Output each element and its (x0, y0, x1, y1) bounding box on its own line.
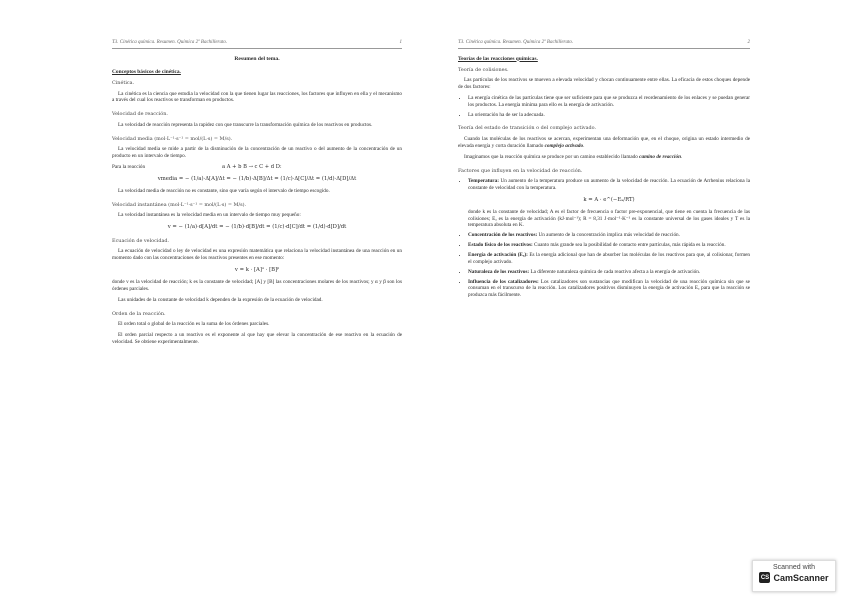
paragraph-transicion-1: Cuando las moléculas de los reactivos se acercan, experimentan una deformación que, en el choque, origina un estado intermedio de elevada energía y corta duración llamado complejo activado. (458, 135, 750, 149)
factor-text: Un aumento de la temperatura produce un aumento de la velocidad de reacción. La ecuación de Arrhenius relaciona la constante de velocidad con la temperatura. (468, 178, 751, 191)
list-item-naturaleza (468, 269, 750, 276)
heading-velocidad-instantanea: Velocidad instantánea (mol·L⁻¹·s⁻¹ = mol/(L·s) = M/s). (112, 201, 247, 208)
paragraph-transicion-2: Imaginamos que la reacción química se produce por un camino establecido llamado camino de reacción. (464, 153, 683, 160)
list-item-estado-fisico (468, 242, 750, 249)
heading-orden: Orden de la reacción. (112, 310, 166, 317)
list-item-energia-activacion (468, 252, 750, 266)
scanned-with-text: Scanned with (772, 564, 816, 571)
paragraph-colisiones: Las partículas de los reactivos se mueven a elevada velocidad y chocan continuamente entre ellas. La eficacia de estos choques depende de dos factores: (458, 77, 750, 91)
running-header (112, 40, 402, 49)
camscanner-badge (752, 560, 836, 592)
factor-label: Estado físico de los reactivos: (468, 242, 533, 249)
paragraph-cinetica: La cinética es la ciencia que estudia la velocidad con la que tienen lugar las reacciones, los factores que influyen en ella y el mecanismo a través del cual los reactivos se transforman en productos. (112, 90, 402, 104)
paragraph-ecuacion: La ecuación de velocidad o ley de velocidad es una expresión matemática que relaciona la velocidad instantánea de una reacción en un momento dado con las concentraciones de los reactivos presentes en ese momento: (112, 248, 402, 262)
running-header (458, 40, 750, 49)
paragraph-ecuacion-units: Las unidades de la constante de velocidad k dependen de la expresión de la ecuación de velocidad. (118, 296, 323, 303)
factor-text: Un aumento de la concentración implica más velocidad de reacción. (538, 232, 680, 239)
list-item-temperatura (468, 178, 750, 229)
text-run: Imaginamos que la reacción química se produce por un camino establecido llamado (464, 153, 640, 160)
camscanner-logo-icon: CS (759, 572, 770, 583)
paragraph-velocidad-instantanea: La velocidad instantánea es la velocidad media en un intervalo de tiempo muy pequeño: (118, 211, 301, 218)
page-number: 1 (399, 40, 402, 45)
factor-label: Influencia de los catalizadores: (468, 278, 539, 285)
paragraph-media-note: La velocidad media de reacción no es constante, sino que varía según el intervalo de tiempo escogido. (118, 187, 330, 194)
text-run: Cuando las moléculas de los reactivos se acercan, experimentan una deformación que, en el choque, origina un estado intermedio de elevada energía y corta duración llamado (458, 135, 750, 149)
list-colisiones (458, 95, 750, 119)
heading-colisiones: Teoría de colisiones. (458, 66, 509, 73)
factor-text: La diferente naturaleza química de cada reactivo afecta a la energía de activación. (530, 268, 701, 275)
factor-text: Es la energía adicional que han de absorber las moléculas de los reactivos para que, al colisionar, formen el complejo activado. (468, 252, 750, 265)
list-item: • La orientación ha de ser la adecuada. (468, 112, 750, 119)
camscanner-brand-row (753, 572, 835, 583)
formula-velocidad-instantanea: v = − (1/a)·d[A]/dt = − (1/b)·d[B]/dt = (1/c)·d[C]/dt = (1/d)·d[D]/dt (167, 223, 347, 230)
section-title-conceptos: Conceptos básicos de cinética. (112, 68, 181, 75)
factor-label: Energía de activación (Eₐ): (468, 252, 528, 258)
heading-velocidad: Velocidad de reacción. (112, 111, 168, 118)
document-title: Resumen del tema. (234, 55, 280, 62)
section-title-teorias: Teorías de las reacciones químicas. (458, 55, 538, 62)
list-item-catalizadores (468, 279, 750, 300)
paragraph-orden-2: El orden parcial respecto a un reactivo es el exponente al que hay que elevar la concentración de ese reactivo en la ecuación de velocidad. Se obtiene experimentalmente. (112, 331, 402, 345)
factor-text: Cuanto más grande sea la posibilidad de contacto entre partículas, más rápida es la reacción. (534, 242, 726, 249)
camscanner-brand-text: CamScanner (773, 572, 829, 583)
formula-arrhenius: k = A · e^(−Eₐ/RT) (583, 196, 635, 203)
paragraph-velocidad-media: La velocidad media se mide a partir de la disminución de la concentración de un reactivo o del aumento de la concentración de un producto en un intervalo de tiempo. (112, 146, 402, 159)
formula-ecuacion: v = k · [A]ᵅ · [B]ᵝ (234, 267, 280, 273)
factor-text: Los catalizadores son sustancias que modifican la velocidad de una reacción química sin que se consuman en el transcurso de la reacción. Los catalizadores positivos disminuyen la energía de activación Eₐ para que la reacción se produzca más fácilmente. (468, 278, 750, 299)
term-complejo-activado: complejo activado (544, 142, 584, 149)
paragraph-ecuacion-where: donde v es la velocidad de reacción; k es la constante de velocidad; [A] y [B] las concentraciones molares de los reactivos; y α y β son los órdenes parciales. (112, 278, 402, 292)
heading-velocidad-media: Velocidad media (mol·L⁻¹·s⁻¹ = mol/(L·s) = M/s). (112, 135, 233, 142)
heading-cinetica: Cinética. (112, 80, 135, 87)
page-number: 2 (747, 40, 750, 45)
reaction-equation: a A + b B → c C + d D: (222, 163, 282, 170)
formula-velocidad-media: vmedia = − (1/a)·Δ[A]/Δt = − (1/b)·Δ[B]/Δt = (1/c)·Δ[C]/Δt = (1/d)·Δ[D]/Δt (157, 175, 357, 182)
paragraph-orden-1: El orden total o global de la reacción es la suma de los órdenes parciales. (118, 321, 270, 328)
list-item-concentracion (468, 232, 750, 239)
running-header-title: T3. Cinética química. Resumen. Química 2º Bachillerato. (112, 40, 228, 45)
running-header-title: T3. Cinética química. Resumen. Química 2º Bachillerato. (458, 40, 574, 45)
reaction-label: Para la reacción (112, 163, 146, 170)
page-left (112, 40, 402, 350)
heading-transicion: Teoría del estado de transición o del complejo activado. (458, 125, 597, 132)
heading-factores: Factores que influyen en la velocidad de reacción. (458, 167, 583, 174)
reaction-line (112, 164, 402, 171)
factor-label: Naturaleza de los reactivos: (468, 268, 530, 275)
list-factores (458, 178, 750, 299)
factor-label: Concentración de los reactivos: (468, 232, 538, 239)
term-camino-reaccion: camino de reacción (639, 153, 681, 160)
page-right (458, 40, 750, 303)
paragraph-velocidad: La velocidad de reacción representa la rapidez con que transcurre la transformación química de los reactivos en productos. (118, 121, 373, 128)
list-item: • La energía cinética de las partículas tiene que ser suficiente para que se produzca el reordenamiento de los enlaces y se puedan generar los productos. La energía mínima para ello es la energía de activación. (468, 95, 750, 109)
arrhenius-where: donde k es la constante de velocidad; A es el factor de frecuencia o factor pre-exponencial, que tiene en cuenta la frecuencia de las colisiones; Eₐ es la energía de activación (kJ·mol⁻¹); R = 8,31 J·mol⁻¹·K⁻¹ es la constante universal de los gases ideales y T es la temperatura absoluta en K. (468, 208, 750, 229)
heading-ecuacion: Ecuación de velocidad. (112, 237, 170, 244)
factor-label: Temperatura: (468, 178, 499, 184)
